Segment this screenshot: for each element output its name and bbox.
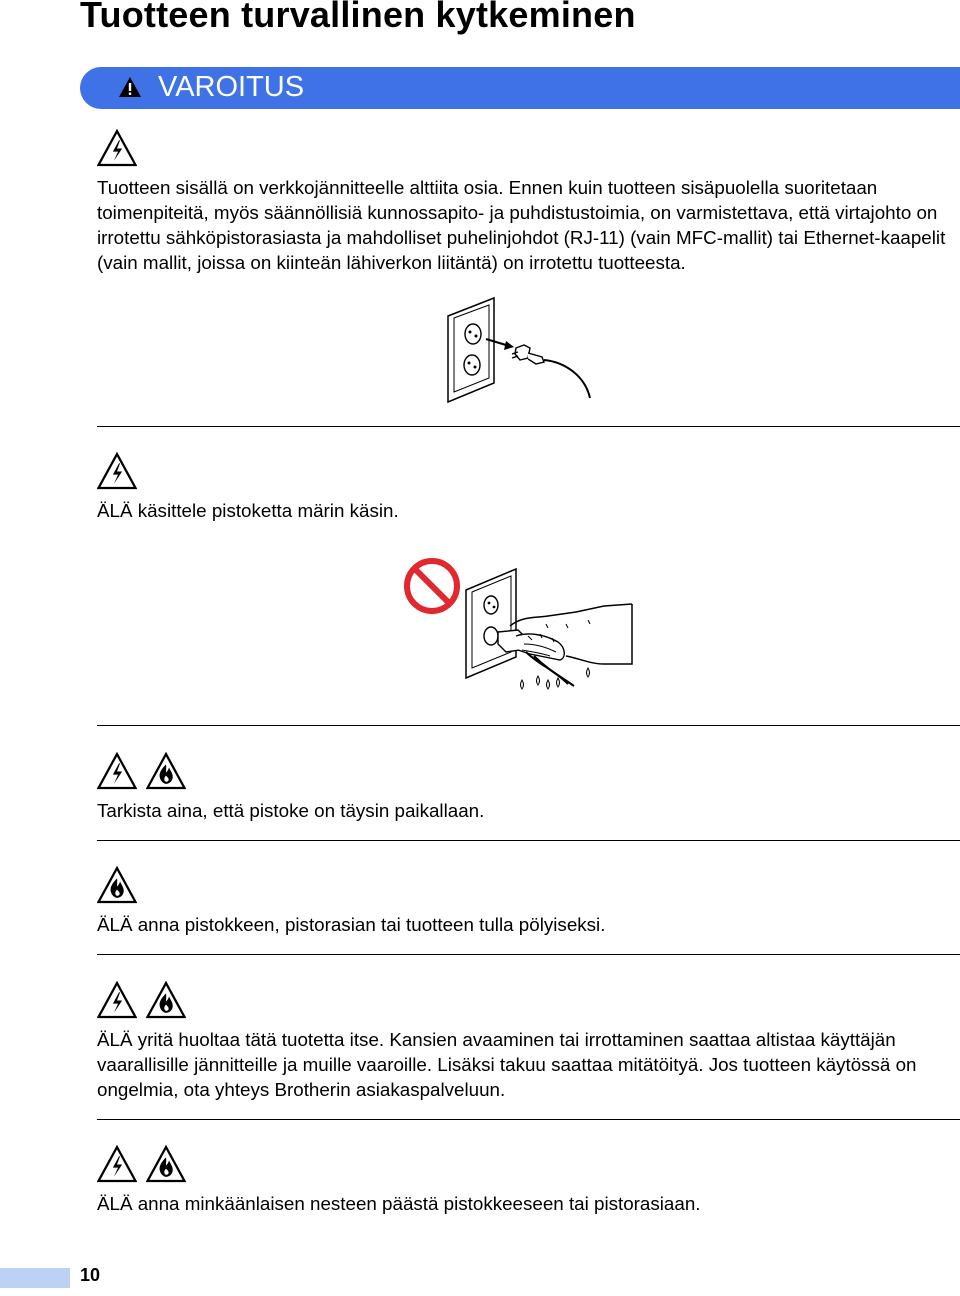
fire-hazard-icon xyxy=(146,1145,186,1183)
warning-banner-label: VAROITUS xyxy=(158,71,305,103)
warning-triangle-icon xyxy=(118,76,142,98)
section-divider xyxy=(97,840,960,841)
section-divider xyxy=(97,725,960,726)
warning-text: Tarkista aina, että pistoke on täysin paikallaan. xyxy=(97,800,485,821)
fire-hazard-icon xyxy=(146,981,186,1019)
electric-hazard-icon xyxy=(97,752,137,790)
warning-text: ÄLÄ käsittele pistoketta märin käsin. xyxy=(97,500,399,521)
electric-hazard-icon xyxy=(97,1145,137,1183)
electric-hazard-icon xyxy=(97,129,137,167)
warning-text: ÄLÄ anna minkäänlaisen nesteen päästä pistokkeeseen tai pistorasiaan. xyxy=(97,1193,701,1214)
prohibition-icon xyxy=(407,561,457,611)
section-divider xyxy=(97,1119,960,1120)
section-divider xyxy=(97,426,960,427)
unplug-illustration xyxy=(440,296,600,406)
fire-hazard-icon xyxy=(97,866,137,904)
footer-tab xyxy=(0,1268,70,1288)
warning-text: ÄLÄ yritä huoltaa tätä tuotetta itse. Kansien avaaminen tai irrottaminen saattaa altistaa käyttäjän vaarallisille jännitteille ja muille vaaroille. Lisäksi takuu saattaa mitätöityä. Jos tuotteen käytössä on ongelmia, ota yhteys Brotherin asiakaspalveluun. xyxy=(97,1029,917,1100)
warning-banner xyxy=(80,67,960,109)
section-divider xyxy=(97,954,960,955)
electric-hazard-icon xyxy=(97,452,137,490)
warning-text: ÄLÄ anna pistokkeen, pistorasian tai tuotteen tulla pölyiseksi. xyxy=(97,914,606,935)
fire-hazard-icon xyxy=(146,752,186,790)
page-number: 10 xyxy=(80,1265,101,1285)
warning-text: Tuotteen sisällä on verkkojännitteelle alttiita osia. Ennen kuin tuotteen sisäpuolella suoritetaan toimenpiteitä, myös säännöllisiä kunnossapito- ja puhdistustoimia, on varmistettava, että virtajohto on irrotettu sähköpistorasiasta ja mahdolliset puhelinjohdot (RJ-11) (vain MFC-mallit) tai Ethernet-kaapelit (vain mallit, joissa on kiinteän lähiverkon liitäntä) on irrotettu tuotteesta. xyxy=(97,177,946,273)
wet-hands-illustration xyxy=(398,552,643,702)
electric-hazard-icon xyxy=(97,981,137,1019)
page-title: Tuotteen turvallinen kytkeminen xyxy=(80,0,636,35)
